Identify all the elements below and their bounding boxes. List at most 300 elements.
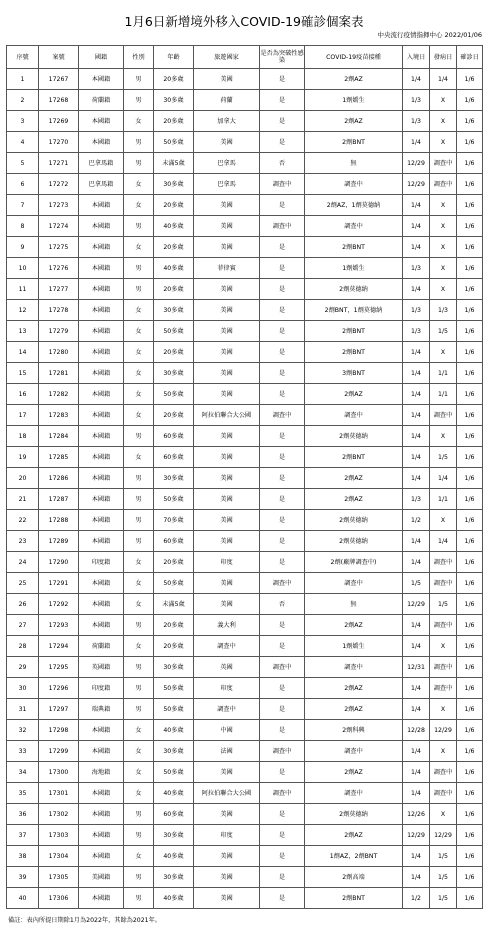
table-cell: 1/5: [430, 888, 457, 909]
table-cell: 男: [124, 678, 154, 699]
table-cell: 1劑嬌生: [305, 258, 403, 279]
table-cell: 美國: [194, 594, 260, 615]
table-cell: 調查中: [260, 783, 305, 804]
table-cell: 50多歲: [154, 678, 194, 699]
table-cell: X: [430, 741, 457, 762]
table-cell: 1/6: [457, 216, 483, 237]
table-row: [7, 762, 483, 783]
table-cell: 加拿大: [194, 111, 260, 132]
table-cell: 25: [7, 573, 39, 594]
table-cell: 1/4: [403, 342, 430, 363]
table-cell: 1/4: [403, 678, 430, 699]
table-cell: 本國籍: [79, 741, 124, 762]
table-cell: 17289: [39, 531, 79, 552]
table-cell: 1/6: [457, 384, 483, 405]
table-cell: 1/3: [403, 111, 430, 132]
table-cell: 荷蘭籍: [79, 636, 124, 657]
table-cell: 1/6: [457, 510, 483, 531]
table-cell: 未滿5歲: [154, 594, 194, 615]
table-cell: 1/6: [457, 69, 483, 90]
table-cell: 1/4: [403, 762, 430, 783]
table-row: [7, 258, 483, 279]
table-cell: 17287: [39, 489, 79, 510]
table-cell: 1/5: [403, 573, 430, 594]
table-cell: 1/6: [457, 678, 483, 699]
table-row: [7, 552, 483, 573]
table-cell: 20多歲: [154, 615, 194, 636]
table-cell: 本國籍: [79, 531, 124, 552]
table-cell: 是: [260, 321, 305, 342]
table-cell: 女: [124, 447, 154, 468]
table-cell: 女: [124, 762, 154, 783]
table-row: [7, 741, 483, 762]
table-cell: 是: [260, 300, 305, 321]
table-cell: 13: [7, 321, 39, 342]
table-cell: 1/6: [457, 132, 483, 153]
table-cell: 美國: [194, 237, 260, 258]
table-cell: 1/3: [403, 489, 430, 510]
table-row: [7, 195, 483, 216]
table-cell: 12/29: [403, 825, 430, 846]
table-cell: 17288: [39, 510, 79, 531]
table-cell: 17269: [39, 111, 79, 132]
table-row: [7, 111, 483, 132]
table-cell: 1/4: [403, 699, 430, 720]
table-cell: 1/4: [403, 468, 430, 489]
header-cell: 確診日: [457, 46, 483, 69]
table-cell: 無: [305, 594, 403, 615]
table-cell: 美國: [194, 363, 260, 384]
table-cell: 美國籍: [79, 867, 124, 888]
table-cell: 60多歲: [154, 804, 194, 825]
table-row: [7, 90, 483, 111]
table-cell: 是: [260, 804, 305, 825]
table-cell: 1/6: [457, 258, 483, 279]
table-cell: 40多歲: [154, 720, 194, 741]
table-row: [7, 510, 483, 531]
table-cell: 30: [7, 678, 39, 699]
table-cell: 1/6: [457, 615, 483, 636]
footnote: 備註：表內所提日期除1月為2022年，其餘為2021年。: [8, 917, 161, 924]
table-cell: 1/6: [457, 90, 483, 111]
table-cell: 1劑AZ，2劑BNT: [305, 846, 403, 867]
table-cell: 是: [260, 69, 305, 90]
table-cell: 是: [260, 678, 305, 699]
table-cell: 12/28: [403, 720, 430, 741]
table-cell: 美國: [194, 888, 260, 909]
table-cell: 女: [124, 405, 154, 426]
table-cell: 17293: [39, 615, 79, 636]
table-cell: 未滿5歲: [154, 153, 194, 174]
table-row: [7, 720, 483, 741]
table-cell: 美國: [194, 426, 260, 447]
table-cell: 1/4: [403, 132, 430, 153]
table-cell: 1/6: [457, 888, 483, 909]
header-cell: 年齡: [154, 46, 194, 69]
table-cell: 27: [7, 615, 39, 636]
table-cell: 2劑BNT: [305, 888, 403, 909]
table-cell: 美國: [194, 279, 260, 300]
table-cell: 12/29: [430, 720, 457, 741]
table-cell: 1/6: [457, 762, 483, 783]
table-cell: 12/29: [403, 594, 430, 615]
table-cell: 2劑高端: [305, 867, 403, 888]
table-cell: 17304: [39, 846, 79, 867]
table-cell: 2劑AZ: [305, 825, 403, 846]
table-cell: 調查中: [430, 405, 457, 426]
table-cell: 70多歲: [154, 510, 194, 531]
table-cell: 40多歲: [154, 846, 194, 867]
table-cell: 17277: [39, 279, 79, 300]
table-row: [7, 342, 483, 363]
table-cell: 2劑AZ: [305, 111, 403, 132]
table-cell: 1: [7, 69, 39, 90]
table-cell: 瑞典籍: [79, 699, 124, 720]
table-cell: 美國: [194, 300, 260, 321]
table-row: [7, 405, 483, 426]
table-cell: 是: [260, 636, 305, 657]
table-cell: 中國: [194, 720, 260, 741]
table-cell: 2劑AZ: [305, 615, 403, 636]
table-cell: 20多歲: [154, 195, 194, 216]
table-cell: 17272: [39, 174, 79, 195]
table-cell: 37: [7, 825, 39, 846]
table-cell: 巴拿馬籍: [79, 153, 124, 174]
table-cell: 1/4: [403, 216, 430, 237]
table-cell: 1/6: [457, 321, 483, 342]
table-cell: 調查中: [305, 573, 403, 594]
table-cell: 50多歲: [154, 762, 194, 783]
table-cell: 1/4: [403, 237, 430, 258]
table-cell: 英國: [194, 657, 260, 678]
table-cell: 女: [124, 363, 154, 384]
table-cell: 調查中: [194, 636, 260, 657]
table-cell: 海地籍: [79, 762, 124, 783]
table-cell: 否: [260, 594, 305, 615]
table-header-row: [7, 46, 483, 69]
table-row: [7, 216, 483, 237]
table-cell: 1/5: [430, 447, 457, 468]
table-cell: 1/6: [457, 573, 483, 594]
table-cell: 1/4: [403, 531, 430, 552]
table-cell: 20多歲: [154, 279, 194, 300]
table-cell: 3: [7, 111, 39, 132]
table-cell: 40多歲: [154, 888, 194, 909]
header-cell: 是否為突破性感染: [260, 46, 305, 69]
table-cell: 1/6: [457, 111, 483, 132]
table-cell: 巴拿馬籍: [79, 174, 124, 195]
table-cell: 17290: [39, 552, 79, 573]
table-cell: 是: [260, 258, 305, 279]
table-cell: 印度籍: [79, 678, 124, 699]
table-cell: 17291: [39, 573, 79, 594]
table-cell: X: [430, 237, 457, 258]
table-cell: X: [430, 279, 457, 300]
table-cell: 女: [124, 552, 154, 573]
table-cell: 女: [124, 195, 154, 216]
table-row: [7, 825, 483, 846]
table-cell: 17294: [39, 636, 79, 657]
table-cell: 1/4: [430, 69, 457, 90]
table-cell: 本國籍: [79, 300, 124, 321]
table-cell: X: [430, 132, 457, 153]
table-cell: 6: [7, 174, 39, 195]
table-cell: 男: [124, 153, 154, 174]
table-cell: 17271: [39, 153, 79, 174]
table-cell: 法國: [194, 741, 260, 762]
table-cell: 2劑BNT: [305, 132, 403, 153]
table-cell: 1/3: [403, 258, 430, 279]
table-cell: 1/6: [457, 237, 483, 258]
table-cell: 35: [7, 783, 39, 804]
table-cell: 17298: [39, 720, 79, 741]
table-cell: 女: [124, 111, 154, 132]
table-cell: 1/1: [430, 384, 457, 405]
table-cell: 30多歲: [154, 867, 194, 888]
table-cell: 20多歲: [154, 342, 194, 363]
table-cell: 本國籍: [79, 111, 124, 132]
table-cell: 男: [124, 69, 154, 90]
table-row: [7, 174, 483, 195]
table-cell: 調查中: [430, 573, 457, 594]
table-cell: 1/5: [430, 594, 457, 615]
table-cell: 是: [260, 825, 305, 846]
table-cell: 15: [7, 363, 39, 384]
table-cell: 2劑莫德納: [305, 279, 403, 300]
table-cell: 1/4: [403, 363, 430, 384]
table-cell: 是: [260, 867, 305, 888]
table-cell: 17281: [39, 363, 79, 384]
table-cell: 阿拉伯聯合大公國: [194, 405, 260, 426]
table-cell: 是: [260, 846, 305, 867]
table-cell: 英國籍: [79, 657, 124, 678]
table-row: [7, 132, 483, 153]
table-row: [7, 279, 483, 300]
table-cell: 20多歲: [154, 111, 194, 132]
table-cell: 1/5: [430, 846, 457, 867]
table-cell: 美國: [194, 489, 260, 510]
table-cell: 本國籍: [79, 783, 124, 804]
table-cell: 1/6: [457, 489, 483, 510]
table-cell: 12: [7, 300, 39, 321]
table-cell: 1/6: [457, 405, 483, 426]
table-cell: 本國籍: [79, 132, 124, 153]
table-cell: 20多歲: [154, 636, 194, 657]
table-cell: 40多歲: [154, 783, 194, 804]
table-cell: 1劑嬌生: [305, 90, 403, 111]
table-cell: 17273: [39, 195, 79, 216]
table-row: [7, 153, 483, 174]
table-cell: 1/6: [457, 804, 483, 825]
table-row: [7, 573, 483, 594]
table-cell: 1/6: [457, 153, 483, 174]
table-cell: 調查中: [260, 741, 305, 762]
table-row: [7, 678, 483, 699]
table-cell: 巴拿馬: [194, 174, 260, 195]
table-row: [7, 384, 483, 405]
table-cell: 1/3: [430, 300, 457, 321]
table-cell: 是: [260, 237, 305, 258]
table-cell: 美國: [194, 804, 260, 825]
table-cell: 義大利: [194, 615, 260, 636]
table-cell: 美國: [194, 69, 260, 90]
table-row: [7, 594, 483, 615]
table-cell: 17278: [39, 300, 79, 321]
table-cell: 1/6: [457, 699, 483, 720]
table-cell: 調查中: [305, 216, 403, 237]
table-cell: 22: [7, 510, 39, 531]
table-row: [7, 447, 483, 468]
table-cell: 2劑科興: [305, 720, 403, 741]
table-cell: 1/4: [403, 405, 430, 426]
table-body: [7, 69, 483, 909]
table-cell: 17292: [39, 594, 79, 615]
table-cell: 30多歲: [154, 825, 194, 846]
table-cell: 1/2: [403, 888, 430, 909]
table-cell: 本國籍: [79, 888, 124, 909]
table-cell: 本國籍: [79, 468, 124, 489]
table-cell: 1/6: [457, 783, 483, 804]
table-cell: X: [430, 258, 457, 279]
table-cell: 1/4: [403, 447, 430, 468]
table-cell: 17297: [39, 699, 79, 720]
table-cell: X: [430, 195, 457, 216]
table-cell: 4: [7, 132, 39, 153]
table-row: [7, 636, 483, 657]
table-cell: 2劑BNT: [305, 447, 403, 468]
table-cell: 50多歲: [154, 699, 194, 720]
table-cell: 17296: [39, 678, 79, 699]
table-cell: X: [430, 636, 457, 657]
table-cell: 50多歲: [154, 573, 194, 594]
table-cell: 調查中: [430, 153, 457, 174]
header-cell: 性別: [124, 46, 154, 69]
table-row: [7, 846, 483, 867]
table-cell: 1/4: [403, 552, 430, 573]
table-cell: 1/4: [403, 69, 430, 90]
table-cell: 本國籍: [79, 384, 124, 405]
table-cell: 50多歲: [154, 321, 194, 342]
table-row: [7, 531, 483, 552]
table-cell: 2劑莫德納: [305, 531, 403, 552]
table-row: [7, 426, 483, 447]
table-cell: 20多歲: [154, 237, 194, 258]
table-cell: 調查中: [430, 678, 457, 699]
table-cell: 是: [260, 363, 305, 384]
table-cell: 調查中: [430, 762, 457, 783]
table-cell: 17303: [39, 825, 79, 846]
table-cell: 60多歲: [154, 426, 194, 447]
table-cell: 女: [124, 846, 154, 867]
table-cell: 本國籍: [79, 426, 124, 447]
table-cell: 否: [260, 153, 305, 174]
table-cell: 1/6: [457, 174, 483, 195]
table-cell: 17274: [39, 216, 79, 237]
table-row: [7, 888, 483, 909]
org-date: 中央流行疫情指揮中心 2022/01/06: [377, 31, 482, 39]
table-cell: 是: [260, 195, 305, 216]
table-cell: 美國: [194, 531, 260, 552]
table-cell: 2劑(廠牌調查中): [305, 552, 403, 573]
table-cell: X: [430, 510, 457, 531]
table-cell: 17305: [39, 867, 79, 888]
table-cell: 是: [260, 699, 305, 720]
table-cell: 阿拉伯聯合大公國: [194, 783, 260, 804]
table-cell: 16: [7, 384, 39, 405]
table-cell: 女: [124, 300, 154, 321]
table-cell: 男: [124, 489, 154, 510]
table-cell: 本國籍: [79, 363, 124, 384]
table-cell: 20多歲: [154, 69, 194, 90]
table-cell: 30多歲: [154, 468, 194, 489]
table-cell: 本國籍: [79, 825, 124, 846]
table-cell: 17280: [39, 342, 79, 363]
table-cell: 1/6: [457, 363, 483, 384]
table-cell: 1/4: [430, 468, 457, 489]
table-cell: 是: [260, 111, 305, 132]
table-cell: 女: [124, 174, 154, 195]
case-table: [6, 45, 483, 909]
table-cell: 50多歲: [154, 384, 194, 405]
table-cell: X: [430, 342, 457, 363]
table-cell: 2劑BNT: [305, 237, 403, 258]
table-row: [7, 363, 483, 384]
table-cell: 2劑BNT: [305, 321, 403, 342]
table-cell: 9: [7, 237, 39, 258]
table-cell: 14: [7, 342, 39, 363]
table-cell: 男: [124, 216, 154, 237]
table-cell: 女: [124, 741, 154, 762]
table-cell: 38: [7, 846, 39, 867]
table-cell: 調查中: [260, 657, 305, 678]
table-cell: 7: [7, 195, 39, 216]
table-cell: 1/6: [457, 531, 483, 552]
table-cell: 男: [124, 279, 154, 300]
table-cell: 1/3: [403, 90, 430, 111]
table-cell: 本國籍: [79, 237, 124, 258]
table-cell: 1/6: [457, 468, 483, 489]
table-cell: 17306: [39, 888, 79, 909]
table-cell: 10: [7, 258, 39, 279]
table-cell: 調查中: [260, 405, 305, 426]
table-cell: 調查中: [305, 405, 403, 426]
table-cell: 33: [7, 741, 39, 762]
table-cell: 1/6: [457, 741, 483, 762]
header-cell: 國籍: [79, 46, 124, 69]
table-cell: 34: [7, 762, 39, 783]
table-cell: 美國: [194, 132, 260, 153]
table-cell: 本國籍: [79, 342, 124, 363]
table-cell: 17302: [39, 804, 79, 825]
table-cell: 2劑AZ: [305, 468, 403, 489]
table-row: [7, 321, 483, 342]
table-cell: 60多歲: [154, 531, 194, 552]
table-cell: 39: [7, 867, 39, 888]
table-cell: 是: [260, 132, 305, 153]
table-cell: 本國籍: [79, 573, 124, 594]
table-cell: 女: [124, 321, 154, 342]
table-cell: 2劑AZ: [305, 69, 403, 90]
header-cell: COVID-19疫苗接種: [305, 46, 403, 69]
table-cell: 是: [260, 888, 305, 909]
table-cell: 1劑嬌生: [305, 636, 403, 657]
table-cell: 1/6: [457, 594, 483, 615]
table-row: [7, 657, 483, 678]
table-cell: 1/4: [403, 426, 430, 447]
table-cell: 調查中: [430, 657, 457, 678]
table-cell: 60多歲: [154, 447, 194, 468]
table-cell: 1/6: [457, 657, 483, 678]
